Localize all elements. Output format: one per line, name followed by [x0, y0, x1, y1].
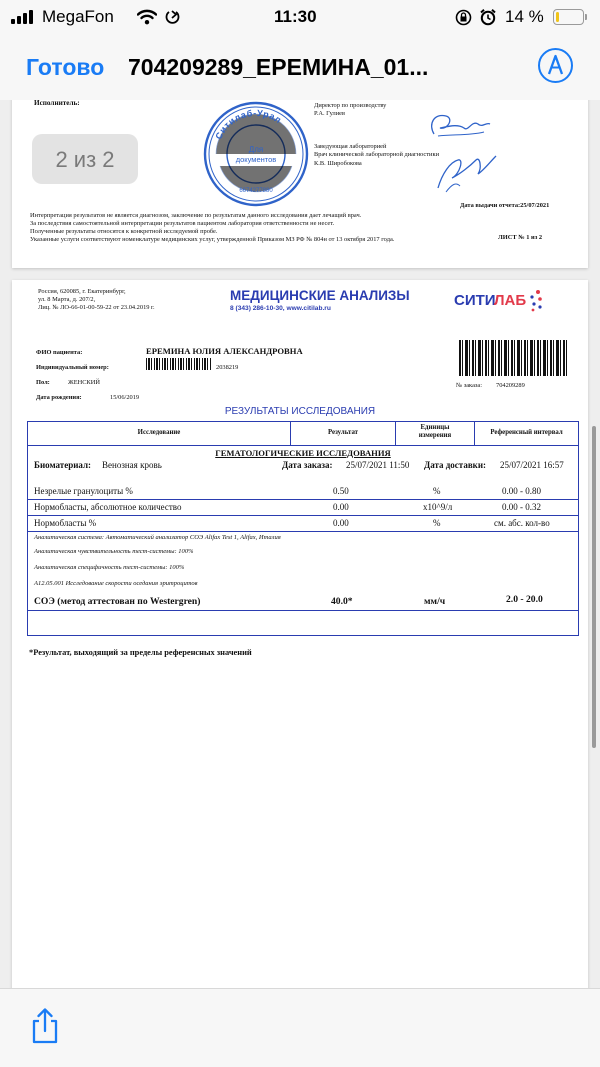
orientation-lock-icon — [455, 9, 472, 26]
out-of-range-footnote: *Результат, выходящий за пределы референсных значений — [29, 648, 252, 657]
lab-head-label: Заведующая лабораторией — [314, 143, 387, 150]
lab-address-line: Россия, 620085, г. Екатеринбург, — [38, 288, 126, 295]
markup-pen-icon — [540, 50, 571, 81]
biomaterial-line — [34, 460, 578, 474]
order-date-value: 25/07/2021 11:50 — [346, 460, 410, 470]
stamp-inn: 6674277880 — [239, 188, 273, 194]
fio-label: ФИО пациента: — [36, 349, 83, 356]
order-number-value: 704209289 — [496, 382, 525, 389]
individual-number-label: Индивидуальный номер: — [36, 364, 109, 371]
cellular-signal-icon — [11, 10, 37, 24]
battery-level-fill — [556, 12, 559, 22]
disclaimer-line: За последствия самостоятельной интерпретации результатов пациентом лаборатория ответственности не несет. — [30, 220, 335, 227]
director-signature — [424, 108, 494, 142]
test-reference: 0.00 - 0.32 — [502, 502, 541, 512]
test-result: 0.00 — [333, 518, 349, 528]
test-name: Незрелые гранулоциты % — [34, 486, 133, 496]
bottom-toolbar — [0, 988, 600, 1067]
page-2 — [12, 280, 588, 988]
test-result: 0.50 — [333, 486, 349, 496]
disclaimer-line: Интерпретация результатов не является диагнозом, заключение по результатам данного исследования дает лечащий врач. — [30, 212, 362, 219]
page-counter-text: 2 из 2 — [55, 147, 115, 172]
lab-address-line: ул. 8 Марта, д. 207/2, — [38, 296, 96, 303]
table-header-row — [28, 422, 578, 446]
lab-stamp — [202, 100, 310, 208]
specificity-note: Аналитическая специфичность тест-системы: 100% — [34, 564, 185, 571]
disclaimer-line: Указанные услуги соответствуют номенклатуре медицинских услуг, утвержденной Приказом МЗ РФ № 804н от 13 октября 2017 года. — [30, 236, 395, 243]
sex-value: ЖЕНСКИЙ — [68, 379, 100, 386]
battery-icon — [553, 9, 587, 25]
disclaimer-notes — [30, 212, 500, 244]
delivery-date-label: Дата доставки: — [424, 460, 487, 470]
lab-doctor-label: Врач клинической лабораторной диагностики — [314, 151, 439, 158]
scroll-indicator[interactable] — [592, 426, 596, 748]
director-label: Директор по производству — [314, 102, 387, 109]
carrier-name: MegaFon — [42, 7, 114, 26]
brand-title: МЕДИЦИНСКИЕ АНАЛИЗЫ — [230, 288, 410, 303]
logo-text-lab: ЛАБ — [494, 292, 527, 309]
stamp-center-top: Для — [248, 145, 264, 154]
clock: 11:30 — [274, 7, 317, 26]
order-number-label: № заказа: — [456, 382, 483, 389]
markup-button[interactable] — [538, 48, 573, 83]
citilab-logo — [454, 288, 544, 314]
wifi-icon — [137, 9, 157, 25]
document-title: 704209289_ЕРЕМИНА_01... — [128, 54, 429, 80]
test-unit: % — [433, 518, 441, 528]
director-name: Р.А. Гулиев — [314, 110, 345, 117]
stamp-ring-text: Ситилаб-Урал — [213, 107, 284, 141]
page-counter-badge — [32, 134, 138, 184]
header-cell: Единицы измерения — [418, 424, 452, 440]
vpn-arrow-icon — [165, 9, 181, 25]
share-icon[interactable] — [29, 1007, 61, 1045]
birth-date-value: 15/06/2019 — [110, 394, 140, 401]
test-name: Нормобласты, абсолютное количество — [34, 502, 182, 512]
lab-license: Лиц. № ЛО-66-01-00-59-22 от 23.04.2019 г. — [38, 304, 155, 311]
biomaterial-value: Венозная кровь — [102, 460, 162, 470]
table-row — [28, 516, 578, 532]
table-row-esr — [28, 594, 578, 611]
page-1 — [12, 100, 588, 268]
disclaimer-line: Полученные результаты относятся к конкретной исследуемой пробе. — [30, 228, 218, 235]
order-date-label: Дата заказа: — [282, 460, 333, 470]
analytic-system-note: Аналитическая система: Автоматический анализатор СОЭ Alifax Test 1, Alifax, Италия — [34, 534, 281, 541]
test-name: Нормобласты % — [34, 518, 97, 528]
navigation-bar — [0, 36, 600, 100]
logo-text-citi: СИТИ — [454, 292, 496, 309]
table-row — [28, 484, 578, 500]
status-bar — [0, 0, 600, 36]
alarm-clock-icon — [479, 8, 497, 26]
test-unit: % — [433, 486, 441, 496]
esr-code-note: A12.05.001 Исследование скорости оседания эритроцитов — [34, 580, 198, 587]
esr-reference: 2.0 - 20.0 — [506, 594, 543, 605]
sheet-number: ЛИСТ № 1 из 2 — [498, 234, 543, 241]
order-barcode — [459, 340, 567, 376]
executors-label: Исполнитель: — [34, 100, 80, 107]
individual-number-value: 2038219 — [216, 364, 239, 371]
header-cell: Референсный интервал — [490, 429, 563, 436]
lab-head-signature — [430, 152, 500, 196]
lab-head-name: К.В. Широбокова — [314, 160, 362, 167]
esr-result: 40.0* — [331, 596, 353, 607]
esr-unit: мм/ч — [424, 596, 446, 607]
table-row — [28, 500, 578, 516]
results-table — [27, 421, 579, 636]
sex-label: Пол: — [36, 379, 50, 386]
header-cell: Результат — [327, 429, 359, 436]
header-cell: Исследование — [137, 429, 181, 436]
individual-barcode — [146, 358, 212, 370]
battery-percent: 14 % — [505, 7, 544, 26]
biomaterial-label: Биоматериал: — [34, 460, 92, 470]
esr-name: СОЭ (метод аттестован по Westergren) — [34, 596, 201, 607]
test-reference: 0.00 - 0.80 — [502, 486, 541, 496]
document-viewer[interactable] — [0, 100, 600, 988]
section-title: ГЕМАТОЛОГИЧЕСКИЕ ИССЛЕДОВАНИЯ — [215, 448, 391, 458]
birth-date-label: Дата рождения: — [36, 394, 82, 401]
sensitivity-note: Аналитическая чувствительность тест-системы: 100% — [34, 548, 194, 555]
fio-value: ЕРЕМИНА ЮЛИЯ АЛЕКСАНДРОВНА — [146, 346, 303, 356]
logo-dots-icon — [529, 289, 543, 313]
test-result: 0.00 — [333, 502, 349, 512]
stamp-center-bottom: документов — [235, 155, 277, 164]
test-reference: см. абс. кол-во — [494, 518, 550, 528]
done-button[interactable]: Готово — [26, 54, 105, 80]
brand-phone: 8 (343) 286-10-30, www.citilab.ru — [230, 305, 331, 312]
report-issue-date: Дата выдачи отчета:25/07/2021 — [460, 202, 550, 209]
results-title: РЕЗУЛЬТАТЫ ИССЛЕДОВАНИЯ — [224, 406, 376, 417]
delivery-date-value: 25/07/2021 16:57 — [500, 460, 564, 470]
test-unit: x10^9/л — [423, 502, 453, 512]
